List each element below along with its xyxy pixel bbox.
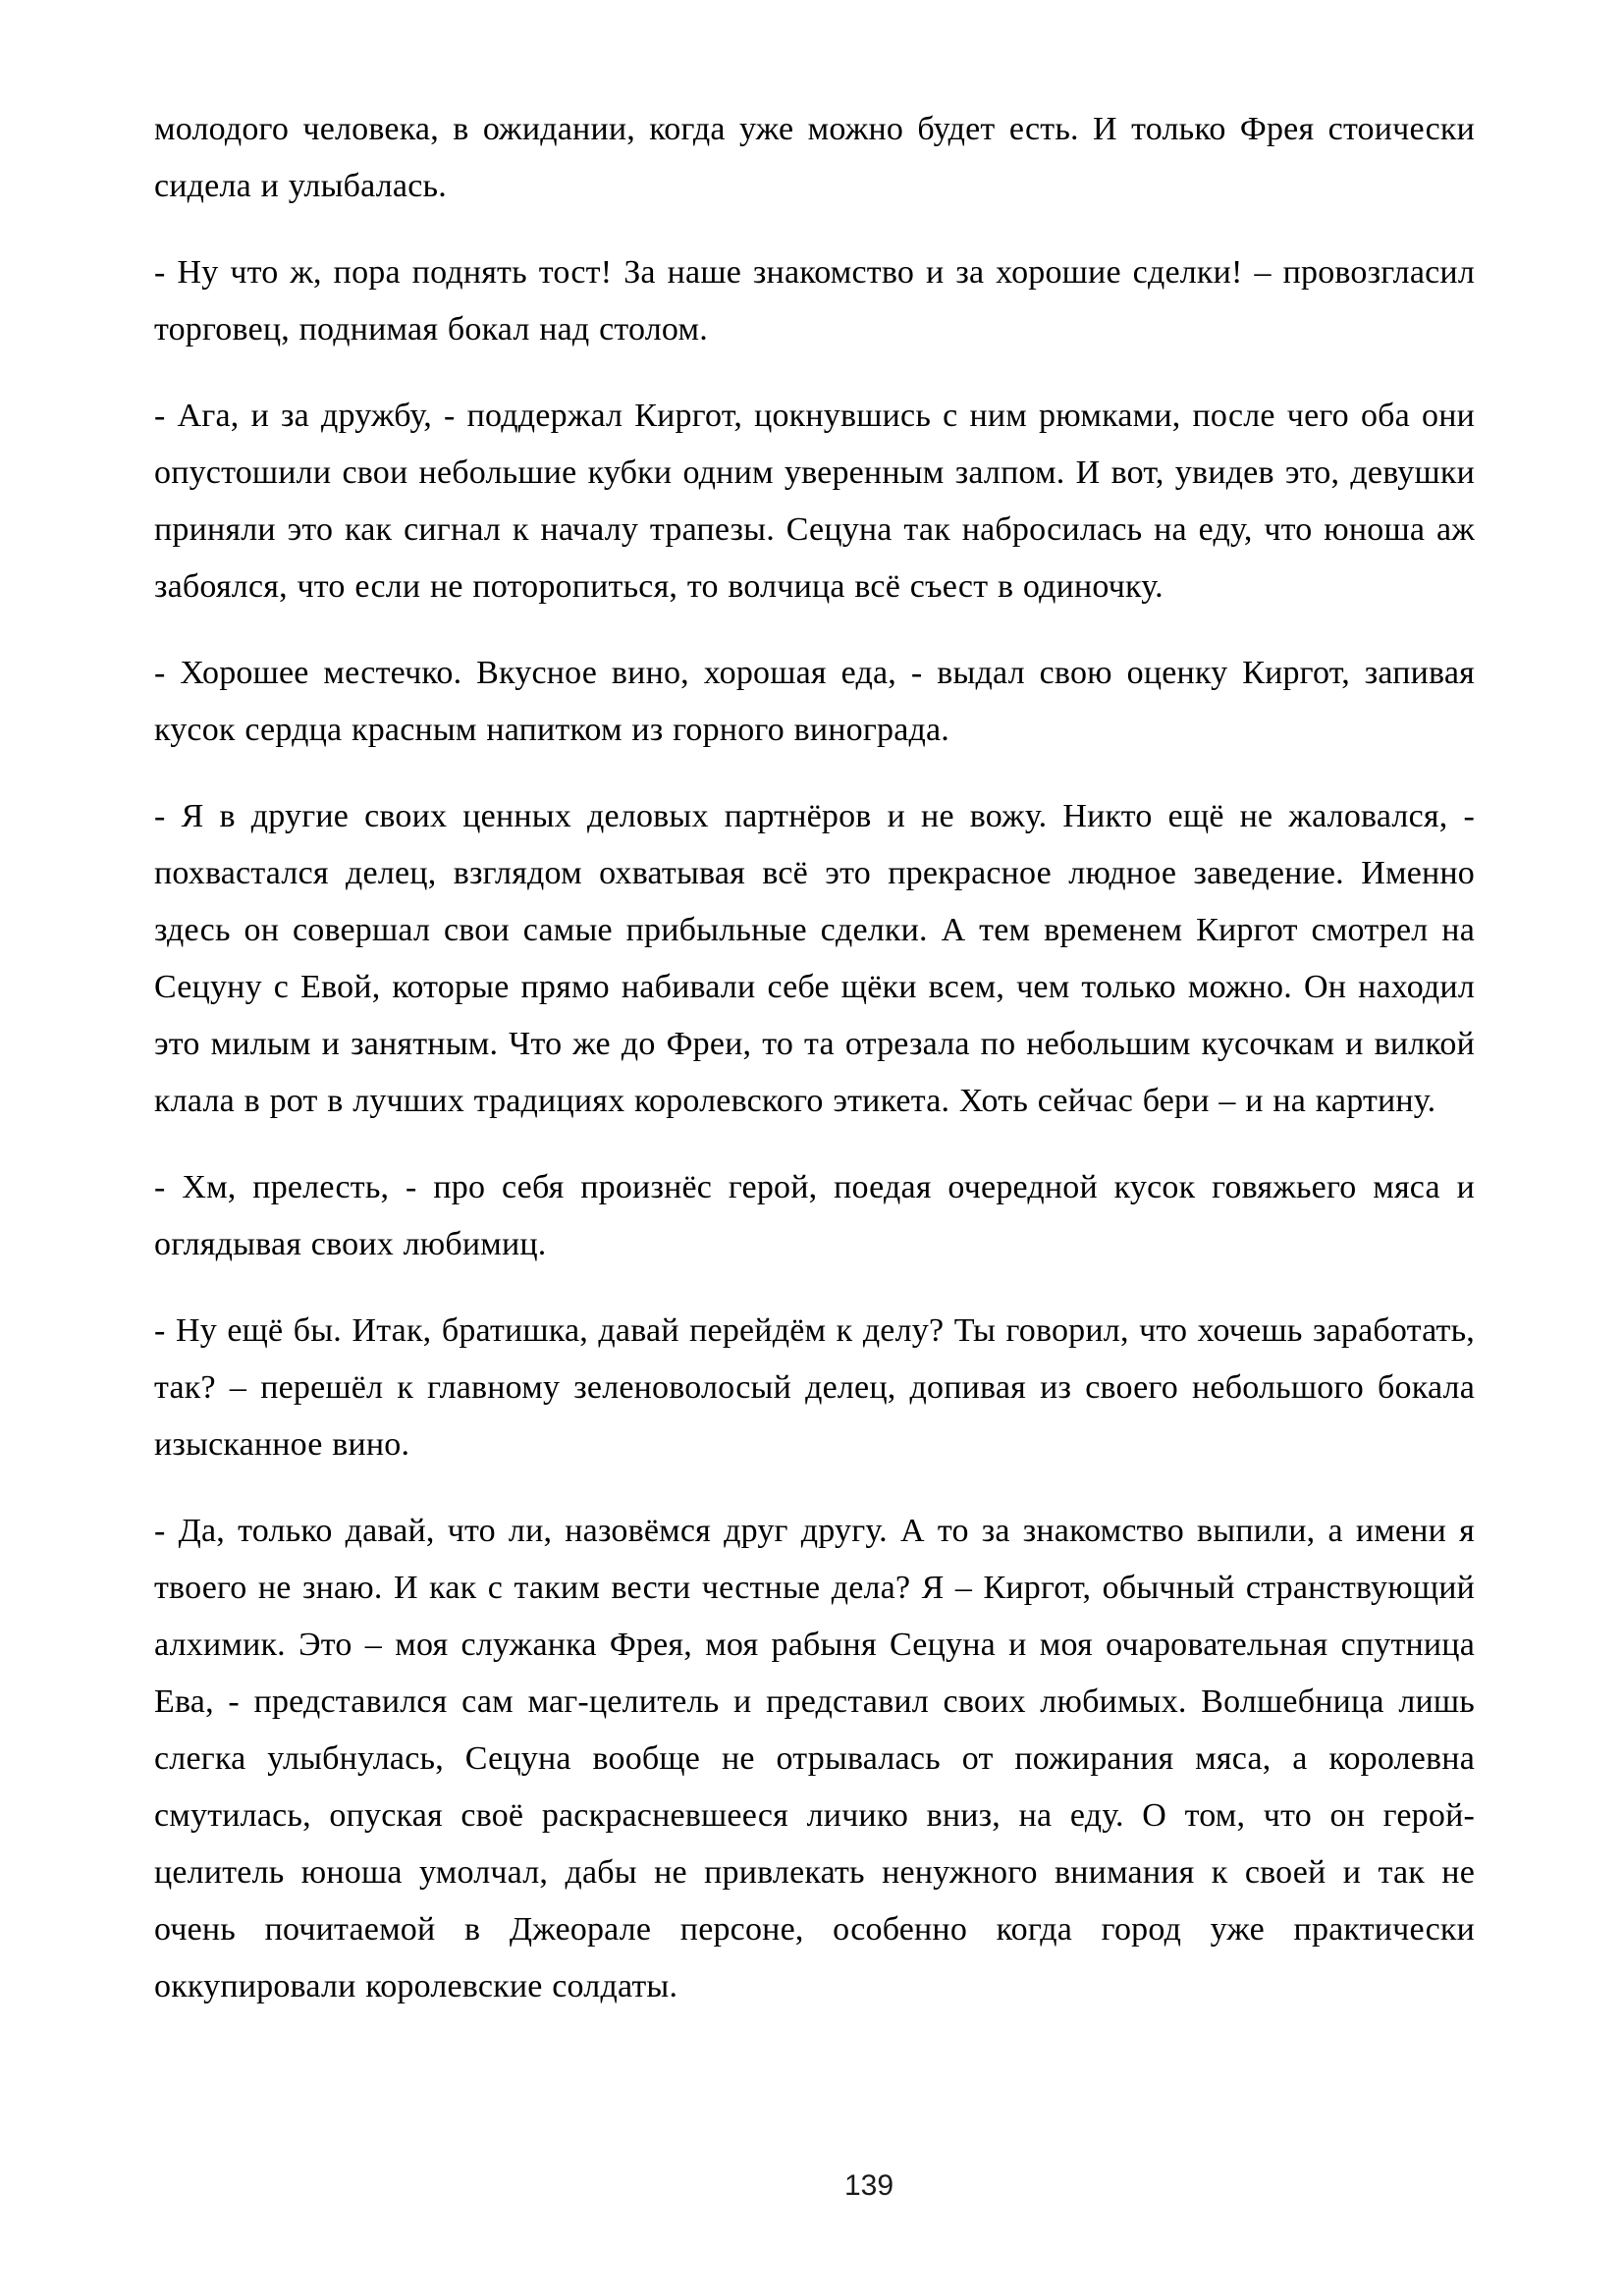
page-text-block	[154, 101, 1475, 2045]
paragraph: - Я в другие своих ценных деловых партнёров и не вожу. Никто ещё не жаловался, - похвастался делец, взглядом охватывая всё это прекрасное людное заведение. Именно здесь он совершал свои самые прибыльные сделки. А тем временем Киргот смотрел на Сецуну с Евой, которые прямо набивали себе щёки всем, чем только можно. Он находил это милым и занятным. Что же до Фреи, то та отрезала по небольшим кусочкам и вилкой клала в рот в лучших традициях королевского этикета. Хоть сейчас бери – и на картину.	[154, 798, 1475, 1119]
paragraph: - Да, только давай, что ли, назовёмся друг другу. А то за знакомство выпили, а имени я твоего не знаю. И как с таким вести честные дела? Я – Киргот, обычный странствующий алхимик. Это – моя служанка Фрея, моя рабыня Сецуна и моя очаровательная спутница Ева, - представился сам маг-целитель и представил своих любимых. Волшебница лишь слегка улыбнулась, Сецуна вообще не отрывалась от пожирания мяса, а королевна смутилась, опуская своё раскрасневшееся личико вниз, на еду. О том, что он герой-целитель юноша умолчал, дабы не привлекать ненужного внимания к своей и так не очень почитаемой в Джеорале персоне, особенно когда город уже практически оккупировали королевские солдаты.	[154, 1513, 1475, 2004]
paragraph: - Хорошее местечко. Вкусное вино, хорошая еда, - выдал свою оценку Киргот, запивая кусок сердца красным напитком из горного винограда.	[154, 655, 1475, 748]
paragraph: - Хм, прелесть, - про себя произнёс герой, поедая очередной кусок говяжьего мяса и оглядывая своих любимиц.	[154, 1169, 1475, 1262]
paragraph: - Ага, и за дружбу, - поддержал Киргот, цокнувшись с ним рюмками, после чего оба они опустошили свои небольшие кубки одним уверенным залпом. И вот, увидев это, девушки приняли это как сигнал к началу трапезы. Сецуна так набросилась на еду, что юноша аж забоялся, что если не поторопиться, то волчица всё съест в одиночку.	[154, 398, 1475, 605]
paragraph: молодого человека, в ожидании, когда уже можно будет есть. И только Фрея стоически сидела и улыбалась.	[154, 111, 1475, 204]
page-number: 139	[843, 2169, 894, 2202]
paragraph: - Ну ещё бы. Итак, братишка, давай перейдём к делу? Ты говорил, что хочешь заработать, так? – перешёл к главному зеленоволосый делец, допивая из своего небольшого бокала изысканное вино.	[154, 1312, 1475, 1463]
paragraph: - Ну что ж, пора поднять тост! За наше знакомство и за хорошие сделки! – провозгласил торговец, поднимая бокал над столом.	[154, 254, 1475, 347]
